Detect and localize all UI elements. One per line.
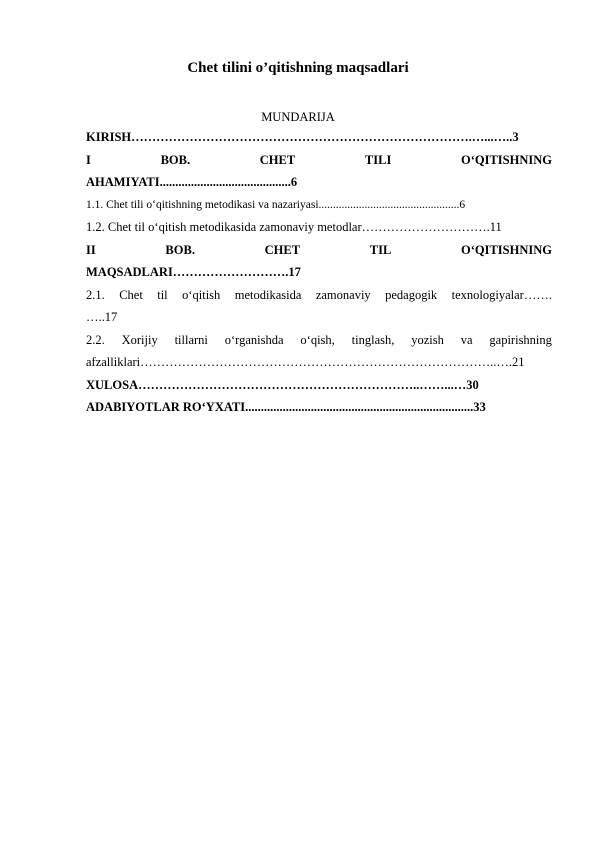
toc-word: Chet xyxy=(119,287,143,302)
toc-word: 2.1. xyxy=(86,287,105,302)
toc-word: o‘qish, xyxy=(300,332,335,347)
toc-word: O‘QITISHNING xyxy=(461,152,552,167)
toc-heading: MUNDARIJA xyxy=(261,110,335,124)
toc-word: til xyxy=(157,287,168,302)
toc-word: CHET xyxy=(259,152,296,167)
toc-word: tinglash, xyxy=(351,332,395,347)
toc-word: gapirishning xyxy=(489,332,552,347)
document-title: Chet tilini o’qitishning maqsadlari xyxy=(187,60,409,76)
toc-entry-2-2-cont: afzalliklari…………………………………………………………………………..….21 xyxy=(86,355,525,369)
toc-word: TIL xyxy=(369,242,392,257)
toc-word: o‘qitish xyxy=(182,287,221,302)
toc-word: o‘rganishda xyxy=(224,332,284,347)
toc-word: Xorijiy xyxy=(121,332,158,347)
table-of-contents xyxy=(86,130,552,423)
toc-word: BOB. xyxy=(160,152,191,167)
toc-word: II xyxy=(86,242,96,257)
toc-word: O‘QITISHNING xyxy=(461,242,552,257)
toc-entry-chapter-1 xyxy=(86,153,552,168)
toc-entry-chapter-1-cont: AHAMIYATI..........................................6 xyxy=(86,175,298,189)
toc-word: BOB. xyxy=(165,242,195,257)
toc-word: metodikasida xyxy=(234,287,302,302)
toc-word: CHET xyxy=(264,242,301,257)
toc-word: zamonaviy xyxy=(315,287,371,302)
toc-word: texnologiyalar……. xyxy=(451,287,552,302)
toc-entry-chapter-2-cont: MAQSADLARI……………………….17 xyxy=(86,265,301,279)
toc-entry-2-1-cont: …..17 xyxy=(86,310,118,324)
toc-entry-2-1 xyxy=(86,288,552,303)
toc-word: pedagogik xyxy=(385,287,438,302)
toc-word: TILI xyxy=(364,152,392,167)
toc-entry-xulosa: XULOSA…………………………………………………………..……...…30 xyxy=(86,377,479,392)
toc-entry-kirish: KIRISH……………………………………………………………………….…...…..3 xyxy=(86,130,519,144)
toc-entry-adabiyotlar: ADABIYOTLAR RO‘YXATI.........................................................................33 xyxy=(86,400,486,414)
toc-entry-2-2 xyxy=(86,333,552,348)
toc-entry-1-1: 1.1. Chet tili o‘qitishning metodikasi va nazariyasi.................................................6 xyxy=(86,198,466,211)
toc-word: 2.2. xyxy=(86,332,105,347)
toc-word: yozish xyxy=(411,332,444,347)
toc-word: va xyxy=(460,332,473,347)
toc-entry-chapter-2 xyxy=(86,243,552,258)
toc-entry-1-2: 1.2. Chet til o‘qitish metodikasida zamonaviy metodlar………………………….11 xyxy=(86,220,502,234)
toc-word: I xyxy=(86,152,91,167)
toc-word: tillarni xyxy=(174,332,208,347)
